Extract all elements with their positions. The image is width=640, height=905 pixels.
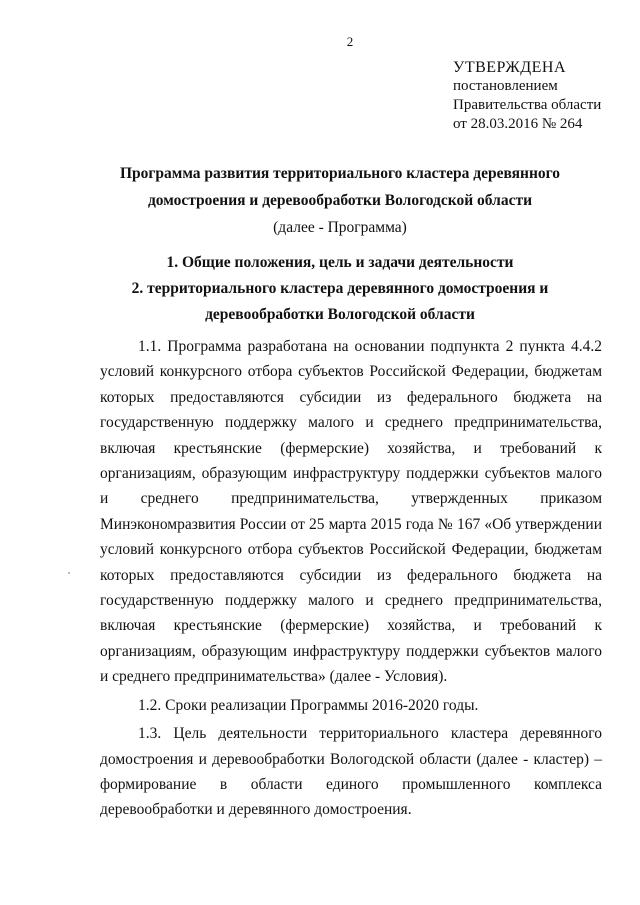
paragraph-1-1: 1.1. Программа разработана на основании подпункта 2 пункта 4.4.2 условий конкурсного отбора субъектов Российской Федерации, бюджетам которых предоставляются субсидии из федерального бюджета на государственную поддержку малого и среднего предпринимательства, включая крестьянские (фермерские) хозяйства, и требований к организациям, образующим инфраструктуру поддержки субъектов малого и среднего предпринимательства, утвержденных приказом Минэкономразвития России от 25 марта 2015 года № 167 «Об утверждении условий конкурсного отбора субъектов Российской Федерации, бюджетам которых предоставляются субсидии из федерального бюджета на государственную поддержку малого и среднего предпринимательства, включая крестьянские (фермерские) хозяйства, и требований к организациям, образующим инфраструктуру поддержки субъектов малого и среднего предпринимательства» (далее - Условия). xyxy=(100,338,602,686)
approval-line: постановлением xyxy=(453,78,558,94)
section-heading xyxy=(100,250,580,328)
section-heading-line: 2. территориального кластера деревянного домостроения и xyxy=(131,280,549,297)
paragraph-1-3: 1.3. Цель деятельности территориального кластера деревянного домостроения и деревообработки Вологодской области (далее - кластер) – формирование в области единого промышленного комплекса деревообработки и деревянного домостроения. xyxy=(100,725,602,819)
title-line: домостроения и деревообработки Вологодской области xyxy=(147,192,533,209)
approval-line: от 28.03.2016 № 264 xyxy=(453,116,583,132)
document-title xyxy=(100,160,580,241)
paragraph-1-2: 1.2. Сроки реализации Программы 2016-2020 годы. xyxy=(138,696,479,714)
section-heading-line: деревообработки Вологодской области xyxy=(205,306,475,323)
title-subtitle: (далее - Программа) xyxy=(273,219,407,236)
scan-speck xyxy=(68,572,70,574)
page-number: 2 xyxy=(346,34,354,49)
approval-title: УТВЕРЖДЕНА xyxy=(453,59,567,76)
title-line: Программа развития территориального кластера деревянного xyxy=(119,165,561,182)
approval-line: Правительства области xyxy=(453,97,602,113)
section-heading-line: 1. Общие положения, цель и задачи деятельности xyxy=(166,254,514,271)
body-text xyxy=(100,334,602,823)
approval-stamp xyxy=(453,58,633,134)
